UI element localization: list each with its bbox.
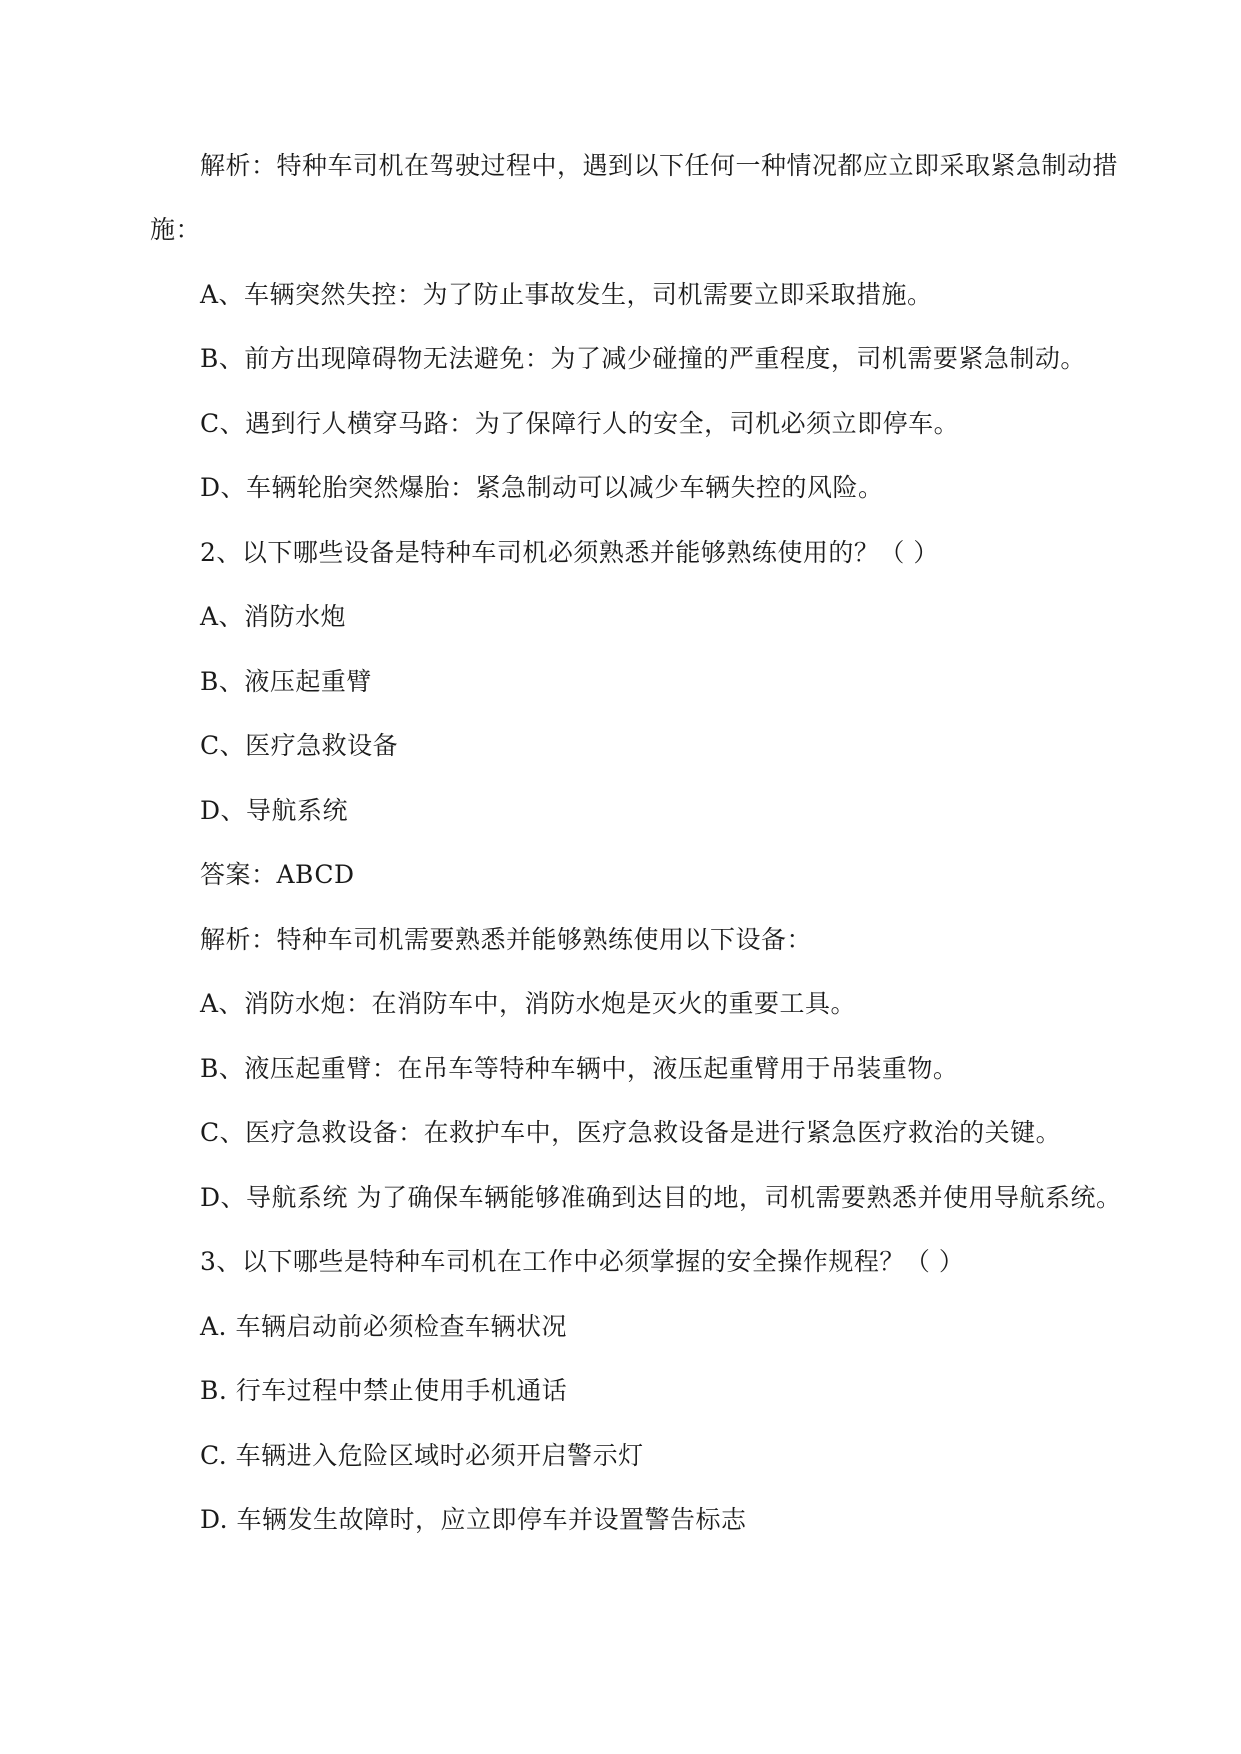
question-line: 3、以下哪些是特种车司机在工作中必须掌握的安全操作规程？（ ） bbox=[200, 1247, 965, 1276]
text-line: D、导航系统 为了确保车辆能够准确到达目的地，司机需要熟悉并使用导航系统。 bbox=[200, 1183, 1122, 1212]
option-line: A. 车辆启动前必须检查车辆状况 bbox=[200, 1312, 567, 1341]
text-line: A、车辆突然失控：为了防止事故发生，司机需要立即采取措施。 bbox=[200, 280, 933, 309]
text-line: D、车辆轮胎突然爆胎：紧急制动可以减少车辆失控的风险。 bbox=[200, 473, 884, 502]
answer-line: 答案：ABCD bbox=[200, 860, 355, 889]
option-line: D、导航系统 bbox=[200, 796, 349, 825]
text-line: 施： bbox=[150, 215, 202, 244]
option-line: B、液压起重臂 bbox=[200, 667, 372, 696]
option-line: B. 行车过程中禁止使用手机通话 bbox=[200, 1376, 568, 1405]
text-line: 解析：特种车司机在驾驶过程中，遇到以下任何一种情况都应立即采取紧急制动措 bbox=[200, 151, 1119, 180]
text-line: B、前方出现障碍物无法避免：为了减少碰撞的严重程度，司机需要紧急制动。 bbox=[200, 344, 1086, 373]
question-line: 2、以下哪些设备是特种车司机必须熟悉并能够熟练使用的？（ ） bbox=[200, 538, 939, 567]
text-line: C、遇到行人横穿马路：为了保障行人的安全，司机必须立即停车。 bbox=[200, 409, 960, 438]
text-line: A、消防水炮：在消防车中，消防水炮是灭火的重要工具。 bbox=[200, 989, 857, 1018]
option-line: C、医疗急救设备 bbox=[200, 731, 399, 760]
option-line: A、消防水炮 bbox=[200, 602, 347, 631]
option-line: C. 车辆进入危险区域时必须开启警示灯 bbox=[200, 1441, 644, 1470]
option-line: D. 车辆发生故障时，应立即停车并设置警告标志 bbox=[200, 1505, 747, 1534]
text-line: B、液压起重臂：在吊车等特种车辆中，液压起重臂用于吊装重物。 bbox=[200, 1054, 959, 1083]
text-line: 解析：特种车司机需要熟悉并能够熟练使用以下设备： bbox=[200, 925, 813, 954]
text-line: C、医疗急救设备：在救护车中，医疗急救设备是进行紧急医疗救治的关键。 bbox=[200, 1118, 1062, 1147]
